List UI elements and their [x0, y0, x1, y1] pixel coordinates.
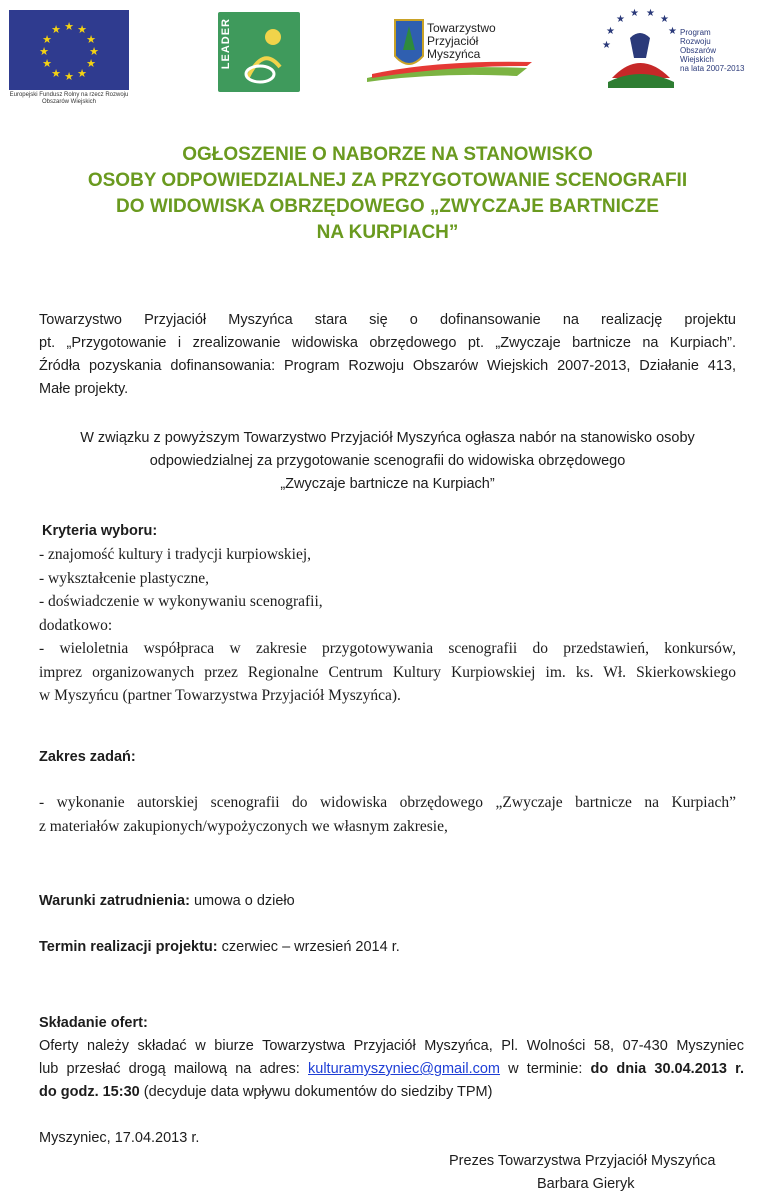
- criteria-list: [39, 543, 736, 708]
- prow-line: Obszarów: [680, 46, 717, 55]
- intro-line: Małe projekty.: [39, 381, 129, 397]
- prow-line: Wiejskich: [680, 55, 714, 64]
- svg-text:★: ★: [602, 40, 611, 51]
- submission-text: w terminie:: [500, 1061, 591, 1077]
- submission-line: [39, 1081, 744, 1104]
- tpm-name: [427, 22, 496, 61]
- place-date: Myszyniec, 17.04.2013 r.: [39, 1130, 200, 1146]
- employment-label: Warunki zatrudnienia:: [39, 893, 190, 909]
- tasks-line: z materiałów zakupionych/wypożyczonych we własnym zakresie,: [39, 817, 448, 835]
- tasks-line: - wykonanie autorskiej scenografii do widowiska obrzędowego „Zwyczaje bartnicze na Kurpiach”: [39, 794, 736, 811]
- signature-role: Prezes Towarzystwa Przyjaciół Myszyńca: [449, 1153, 716, 1169]
- svg-text:★: ★: [668, 26, 677, 37]
- tpm-name-line: Towarzystwo: [427, 21, 496, 35]
- criteria-item: - znajomość kultury i tradycji kurpiowskiej,: [39, 546, 312, 563]
- svg-text:★: ★: [64, 70, 74, 83]
- intro-line: pt. „Przygotowanie i zrealizowanie widowiska obrzędowego pt. „Zwyczaje bartnicze na Kurpiach”.: [39, 335, 736, 351]
- prow-emblem-icon: [600, 8, 680, 90]
- term-label: Termin realizacji projektu:: [39, 939, 218, 955]
- eu-fund-caption: Europejski Fundusz Rolny na rzecz Rozwoju Obszarów Wiejskich: [9, 92, 129, 105]
- leader-label: LEADER: [220, 18, 232, 70]
- announcement-paragraph: [39, 427, 736, 496]
- submission-line: [39, 1058, 744, 1081]
- svg-text:★: ★: [606, 26, 615, 37]
- announcement-line: W związku z powyższym Towarzystwo Przyjaciół Myszyńca ogłasza nabór na stanowisko osoby: [80, 430, 695, 446]
- svg-text:★: ★: [660, 14, 669, 25]
- heading-line: DO WIDOWISKA OBRZĘDOWEGO „ZWYCZAJE BARTNICZE: [116, 196, 659, 217]
- svg-text:★: ★: [39, 45, 49, 58]
- intro-line: Źródła pozyskania dofinansowania: Program Rozwoju Obszarów Wiejskich 2007-2013, Działanie 413,: [39, 358, 736, 374]
- announcement-line: „Zwyczaje bartnicze na Kurpiach”: [280, 476, 495, 492]
- eu-stars-icon: [9, 10, 129, 90]
- svg-text:★: ★: [630, 8, 639, 19]
- tpm-name-line: Myszyńca: [427, 47, 481, 61]
- criteria-extra-line: w Myszyńcu (partner Towarzystwa Przyjaciół Myszyńca).: [39, 687, 401, 704]
- svg-text:★: ★: [86, 33, 96, 46]
- svg-text:★: ★: [77, 23, 87, 36]
- submission-line: Oferty należy składać w biurze Towarzystwa Przyjaciół Myszyńca, Pl. Wolności 58, 07-430 Myszyniec: [39, 1038, 744, 1054]
- eu-flag-logo: [9, 10, 129, 90]
- announcement-heading: [40, 142, 735, 246]
- heading-line: OGŁOSZENIE O NABORZE NA STANOWISKO: [182, 144, 593, 165]
- heading-line: OSOBY ODPOWIEDZIALNEJ ZA PRZYGOTOWANIE SCENOGRAFII: [87, 170, 688, 191]
- email-link[interactable]: kulturamyszyniec@gmail.com: [308, 1061, 500, 1077]
- signature-name: Barbara Gieryk: [537, 1176, 635, 1192]
- criteria-extra-line: imprez organizowanych przez Regionalne Centrum Kultury Kurpiowskiej im. ks. Wł. Skierkowskiego: [39, 663, 736, 681]
- tasks-title: Zakres zadań:: [39, 749, 136, 765]
- criteria-item: - wykształcenie plastyczne,: [39, 569, 209, 587]
- svg-text:★: ★: [42, 33, 52, 46]
- term-value: czerwiec – wrzesień 2014 r.: [217, 939, 400, 955]
- tpm-logo: [367, 16, 532, 84]
- svg-text:★: ★: [86, 57, 96, 70]
- intro-line: Towarzystwo Przyjaciół Myszyńca stara się o dofinansowanie na realizację projektu: [39, 312, 736, 328]
- svg-text:★: ★: [51, 67, 61, 80]
- employment-value: umowa o dzieło: [189, 893, 295, 909]
- submission-text: (decyduje data wpływu dokumentów do siedziby TPM): [139, 1084, 493, 1100]
- svg-text:★: ★: [64, 20, 74, 33]
- submission-text: lub przesłać drogą mailową na adres:: [39, 1061, 308, 1077]
- svg-text:★: ★: [77, 67, 87, 80]
- deadline-time: do godz. 15:30: [39, 1084, 140, 1100]
- submission-paragraph: [39, 1035, 744, 1104]
- heading-line: NA KURPIACH”: [316, 222, 459, 243]
- term-line: [39, 936, 400, 959]
- criteria-title: Kryteria wyboru:: [42, 523, 158, 539]
- criteria-item: - doświadczenie w wykonywaniu scenografii,: [39, 593, 323, 610]
- prow-line: Program: [680, 28, 711, 37]
- svg-text:★: ★: [616, 14, 625, 25]
- submission-title: Składanie ofert:: [39, 1015, 148, 1031]
- leader-logo: [218, 12, 300, 92]
- deadline-date: do dnia 30.04.2013 r.: [590, 1061, 744, 1077]
- criteria-item: dodatkowo:: [39, 616, 113, 634]
- svg-text:★: ★: [89, 45, 99, 58]
- intro-paragraph: [39, 309, 736, 401]
- prow-line: Rozwoju: [680, 37, 711, 46]
- prow-name: [680, 28, 745, 73]
- svg-text:★: ★: [646, 8, 655, 19]
- svg-text:★: ★: [51, 23, 61, 36]
- announcement-line: odpowiedzialnej za przygotowanie scenografii do widowiska obrzędowego: [149, 453, 626, 469]
- tasks-list: [39, 791, 736, 838]
- svg-text:★: ★: [42, 57, 52, 70]
- prow-logo: [600, 8, 760, 90]
- criteria-extra-line: - wieloletnia współpraca w zakresie przygotowywania scenografii do przedstawień, konkursów,: [39, 640, 736, 657]
- leader-figure-icon: [218, 12, 300, 92]
- prow-years: na lata 2007-2013: [680, 64, 745, 73]
- tpm-name-line: Przyjaciół: [427, 34, 479, 48]
- employment-line: [39, 890, 295, 913]
